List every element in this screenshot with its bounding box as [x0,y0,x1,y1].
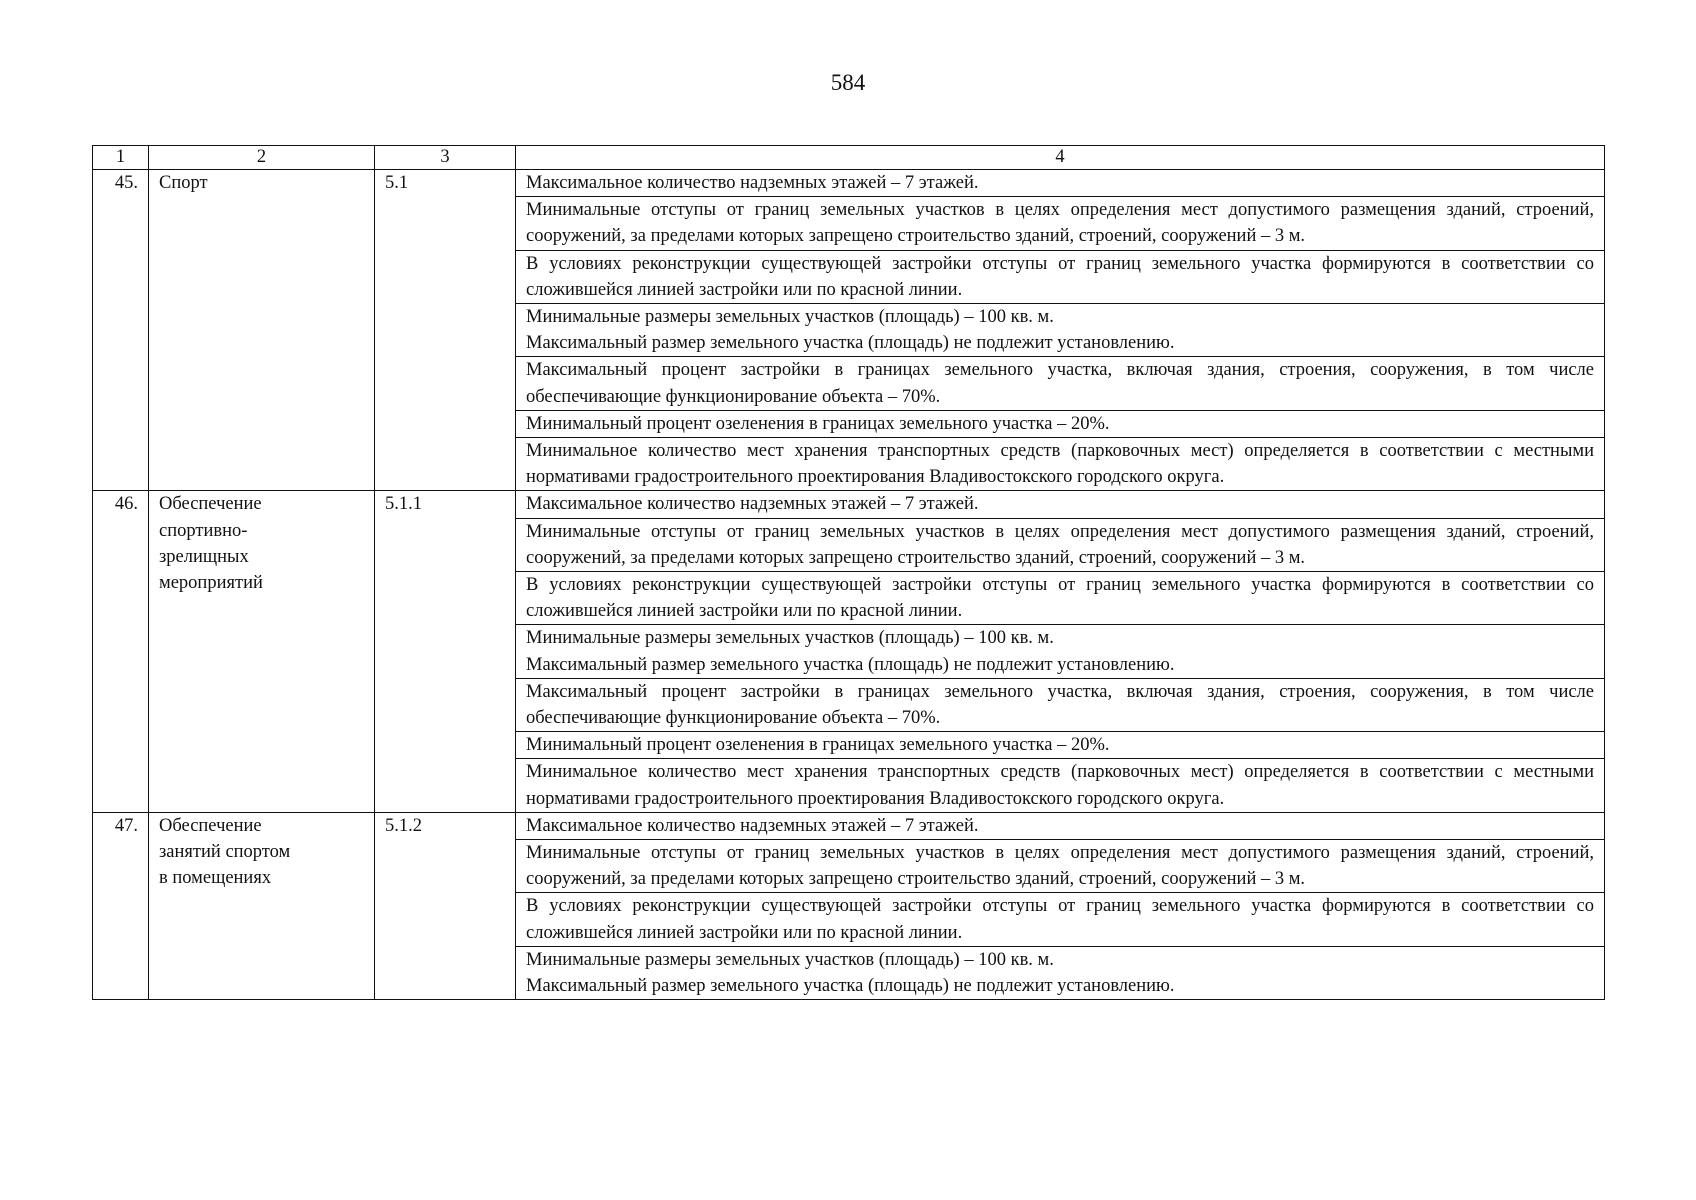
use-type-name: Спорт [149,170,375,491]
use-type-name: Обеспечение спортивно- зрелищных мероприятий [149,491,375,812]
use-type-code: 5.1.1 [375,491,516,812]
table-row [93,170,1605,197]
header-cell-3: 3 [375,146,516,170]
parameter-text: Максимальное количество надземных этажей – 7 этажей. [516,170,1605,197]
use-type-code: 5.1.2 [375,812,516,999]
parameter-text: Максимальное количество надземных этажей – 7 этажей. [516,491,1605,518]
page-number: 584 [830,70,866,95]
parameter-text: В условиях реконструкции существующей застройки отступы от границ земельного участка формируются в соответствии со сложившейся линией застройки или по красной линии. [516,893,1605,946]
use-type-name: Обеспечение занятий спортом в помещениях [149,812,375,999]
header-row [93,146,1605,170]
parameter-text: Максимальное количество надземных этажей – 7 этажей. [516,812,1605,839]
parameter-text: Минимальный процент озеленения в границах земельного участка – 20%. [516,732,1605,759]
parameter-text: Минимальные размеры земельных участков (площадь) – 100 кв. м. Максимальный размер земельного участка (площадь) не подлежит установлению. [516,625,1605,678]
table-row [93,812,1605,839]
header-cell-1: 1 [93,146,149,170]
header-cell-4: 4 [516,146,1605,170]
parameter-text: Минимальные отступы от границ земельных участков в целях определения мест допустимого размещения зданий, строений, сооружений, за пределами которых запрещено строительство зданий, строений, сооружений – 3 м. [516,840,1605,893]
parameter-text: Минимальные отступы от границ земельных участков в целях определения мест допустимого размещения зданий, строений, сооружений, за пределами которых запрещено строительство зданий, строений, сооружений – 3 м. [516,197,1605,250]
parameter-text: Максимальный процент застройки в границах земельного участка, включая здания, строения, сооружения, в том числе обеспечивающие функционирование объекта – 70%. [516,678,1605,731]
parameter-text: Минимальные размеры земельных участков (площадь) – 100 кв. м. Максимальный размер земельного участка (площадь) не подлежит установлению. [516,304,1605,357]
parameter-text: Минимальное количество мест хранения транспортных средств (парковочных мест) определяется в соответствии с местными нормативами градостроительного проектирования Владивостокского городского округа. [516,438,1605,491]
regulations-table [92,145,1605,1000]
header-cell-2: 2 [149,146,375,170]
parameter-text: Минимальное количество мест хранения транспортных средств (парковочных мест) определяется в соответствии с местными нормативами градостроительного проектирования Владивостокского городского округа. [516,759,1605,812]
parameter-text: Максимальный процент застройки в границах земельного участка, включая здания, строения, сооружения, в том числе обеспечивающие функционирование объекта – 70%. [516,357,1605,410]
row-number: 45. [93,170,149,491]
parameter-text: В условиях реконструкции существующей застройки отступы от границ земельного участка формируются в соответствии со сложившейся линией застройки или по красной линии. [516,250,1605,303]
table-row [93,491,1605,518]
table-body [93,146,1605,1000]
row-number: 47. [93,812,149,999]
use-type-code: 5.1 [375,170,516,491]
row-number: 46. [93,491,149,812]
parameter-text: Минимальные размеры земельных участков (площадь) – 100 кв. м. Максимальный размер земельного участка (площадь) не подлежит установлению. [516,946,1605,999]
parameter-text: Минимальные отступы от границ земельных участков в целях определения мест допустимого размещения зданий, строений, сооружений, за пределами которых запрещено строительство зданий, строений, сооружений – 3 м. [516,518,1605,571]
parameter-text: В условиях реконструкции существующей застройки отступы от границ земельного участка формируются в соответствии со сложившейся линией застройки или по красной линии. [516,572,1605,625]
parameter-text: Минимальный процент озеленения в границах земельного участка – 20%. [516,410,1605,437]
